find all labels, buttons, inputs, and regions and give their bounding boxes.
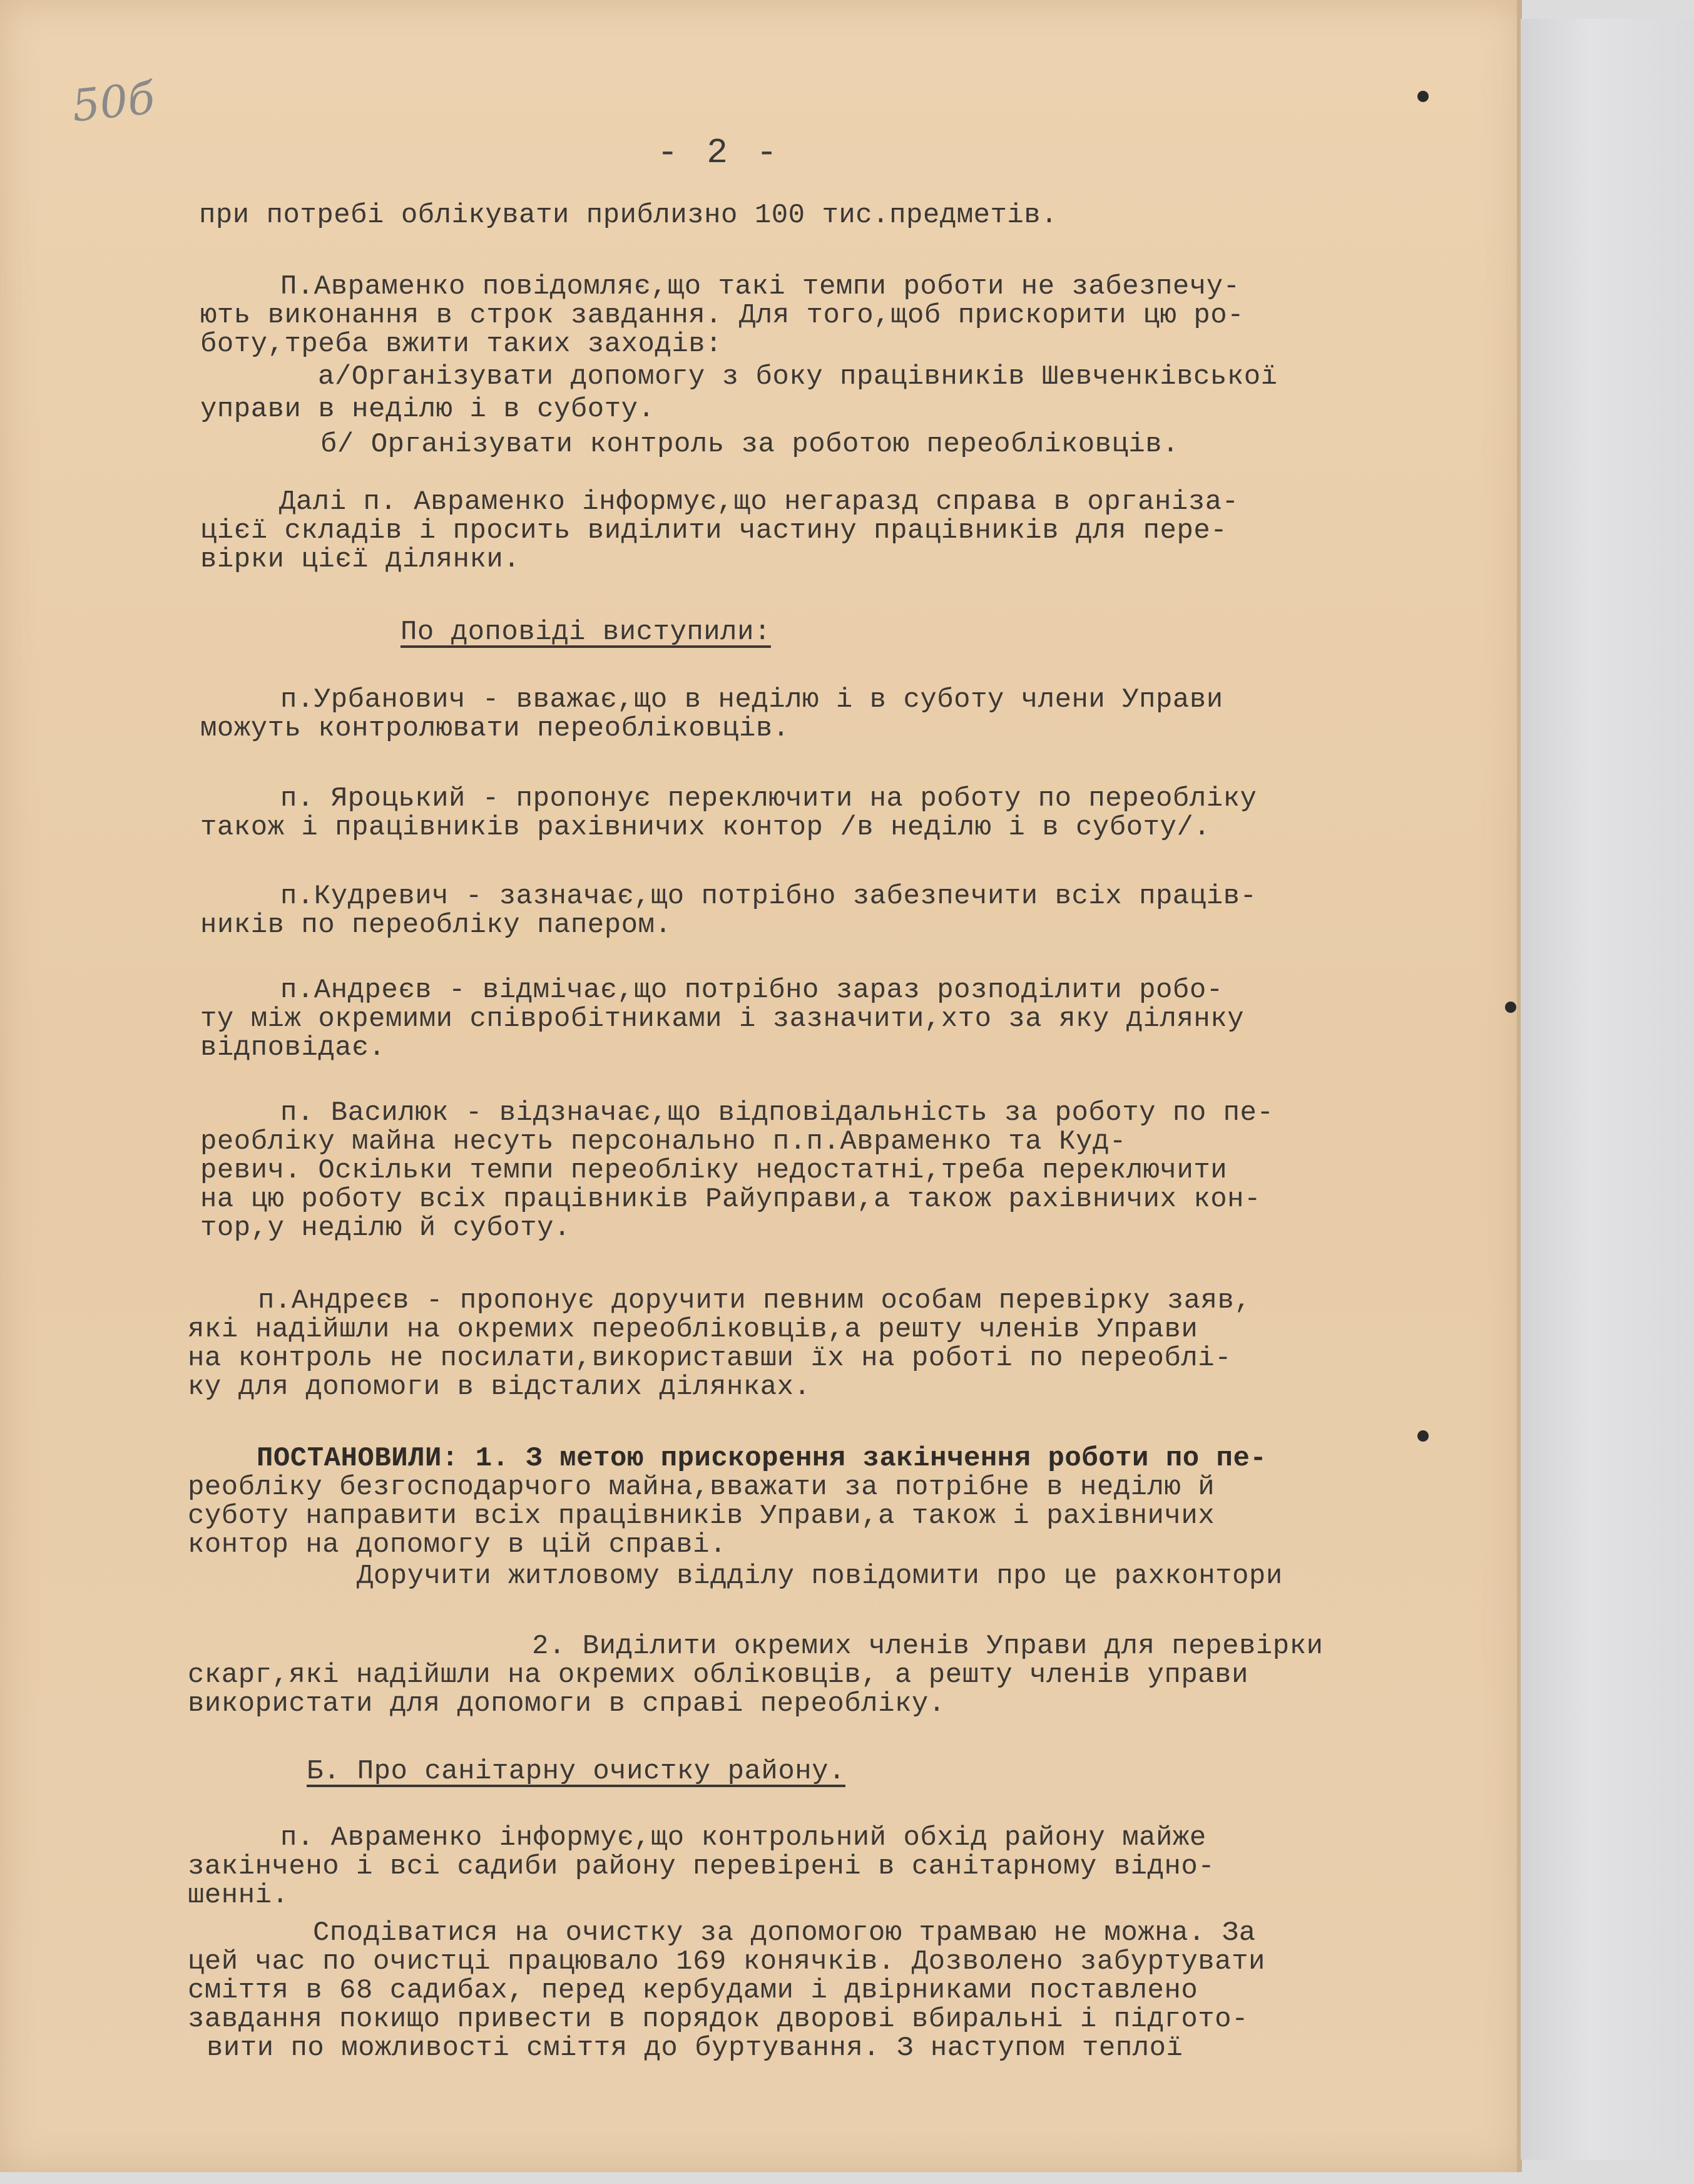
binding-hole — [1417, 1430, 1429, 1442]
text-line: закінчено і всі садиби району перевірені в санітарному відно- — [188, 1851, 1215, 1882]
text-line: П.Авраменко повідомляє,що такі темпи роботи не забезпечу- — [280, 271, 1240, 302]
text-line: п. Василюк - відзначає,що відповідальність за роботу по пе- — [280, 1097, 1274, 1129]
text-line: управи в неділю і в суботу. — [200, 394, 655, 425]
text-line: п.Андреєв - відмічає,що потрібно зараз розподілити робо- — [280, 975, 1223, 1006]
text-line: які надійшли на окремих переобліковців,а решту членів Управи — [188, 1314, 1198, 1345]
text-line: п.Кудревич - зазначає,що потрібно забезпечити всіх праців- — [280, 881, 1257, 912]
text-line: контор на допомогу в цій справі. — [188, 1529, 727, 1561]
page-number: - 2 - — [657, 133, 782, 173]
text-line: Далі п. Авраменко інформує,що негаразд справа в організа- — [279, 486, 1239, 518]
text-line: цієї складів і просить виділити частину працівників для пере- — [200, 515, 1228, 546]
text-line: ревич. Оскільки темпи переобліку недостатні,треба переключити — [200, 1155, 1228, 1186]
text-line: Доручити житловому відділу повідомити про це рахконтори — [357, 1561, 1283, 1592]
text-line: використати для допомоги в справі переобліку. — [188, 1688, 946, 1720]
text-line: Сподіватися на очистку за допомогою трамваю не можна. За — [313, 1917, 1256, 1949]
text-line: ку для допомоги в відсталих ділянках. — [188, 1371, 811, 1403]
text-line: п.Урбанович - вважає,що в неділю і в суботу члени Управи — [280, 684, 1223, 715]
text-line: ту між окремими співробітниками і зазначити,хто за яку ділянку — [200, 1003, 1245, 1035]
resolution-line: ПОСТАНОВИЛИ: 1. З метою прискорення закінчення роботи по пе- — [257, 1443, 1267, 1474]
text-line: при потребі облікувати приблизно 100 тис.предметів. — [199, 200, 1058, 231]
section-heading: Б. Про санітарну очистку району. — [307, 1756, 845, 1787]
text-line: а/Організувати допомогу з боку працівників Шевченківської — [318, 361, 1278, 392]
text-line: реобліку безгосподарчого майна,вважати за потрібне в неділю й — [188, 1472, 1215, 1503]
text-line: п. Яроцький - пропонує переключити на роботу по переобліку — [280, 783, 1257, 814]
text-line: вірки цієї ділянки. — [200, 544, 521, 575]
text-line: шенні. — [188, 1880, 289, 1911]
text-line: на контроль не посилати,використавши їх на роботі по переоблі- — [188, 1343, 1232, 1374]
section-heading: По доповіді виступили: — [401, 617, 771, 648]
text-line: тор,у неділю й суботу. — [200, 1212, 571, 1244]
text-line: ників по переобліку папером. — [200, 910, 672, 941]
text-line: сміття в 68 садибах, перед кербудами і двірниками поставлено — [188, 1975, 1198, 2006]
text-line: на цю роботу всіх працівників Райуправи,а також рахівничих кон- — [200, 1184, 1261, 1215]
text-line: реобліку майна несуть персонально п.п.Авраменко та Куд- — [200, 1126, 1126, 1157]
text-line: можуть контролювати переобліковців. — [200, 713, 790, 744]
text-line: суботу направити всіх працівників Управи,а також і рахівничих — [188, 1500, 1215, 1532]
text-line: завдання покищо привести в порядок дворові вбиральні і підгото- — [188, 2004, 1248, 2035]
text-line: ють виконання в строк завдання. Для того,щоб прискорити цю ро- — [200, 300, 1245, 331]
text-line: п. Авраменко інформує,що контрольний обхід району майже — [280, 1822, 1207, 1853]
archive-pencil-mark: 50б — [69, 72, 157, 132]
text-line: цей час по очистці працювало 169 конячків. Дозволено забуртувати — [188, 1946, 1265, 1977]
text-line: 2. Виділити окремих членів Управи для перевірки — [532, 1631, 1324, 1662]
text-line: скарг,які надійшли на окремих обліковців, а решту членів управи — [188, 1659, 1248, 1691]
backing-sheet — [1521, 19, 1694, 2160]
text-line: також і працівників рахівничих контор /в неділю і в суботу/. — [200, 812, 1211, 843]
text-line: боту,треба вжити таких заходів: — [200, 329, 723, 360]
text-line: вити по можливості сміття до буртування. З наступом теплої — [207, 2033, 1183, 2064]
binding-hole — [1417, 91, 1429, 102]
binding-hole — [1505, 1002, 1516, 1013]
text-line: відповідає. — [200, 1032, 385, 1064]
text-line: п.Андреєв - пропонує доручити певним особам перевірку заяв, — [258, 1285, 1252, 1316]
text-line: б/ Організувати контроль за роботою переобліковців. — [320, 429, 1180, 460]
